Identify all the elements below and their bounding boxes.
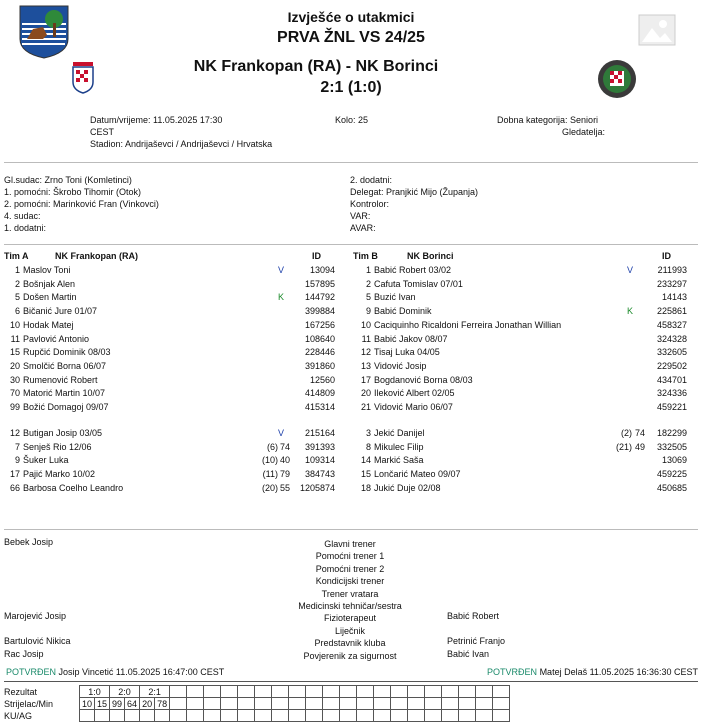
player-number: 1 <box>14 265 20 275</box>
away-staff-name: Babić Robert <box>447 611 500 622</box>
substitute-row <box>4 441 349 454</box>
scorer-cell: 99 <box>110 698 125 710</box>
player-row <box>4 264 349 277</box>
substitute-row <box>353 482 698 495</box>
player-number: 13 <box>360 360 371 371</box>
captain-mark: K <box>278 292 285 303</box>
captain-mark: K <box>627 306 634 317</box>
player-number: 18 <box>360 482 371 493</box>
player-id: 332505 <box>656 441 687 452</box>
player-number: 15 <box>360 469 371 480</box>
player-name: Vidović Josip <box>374 360 427 371</box>
player-id: 399884 <box>304 306 335 317</box>
result-cell: 2:0 <box>110 686 140 698</box>
player-id: 324328 <box>656 333 687 344</box>
player-row <box>4 360 349 373</box>
player-row <box>4 374 349 387</box>
team-b-label: Tim B <box>353 251 378 261</box>
substitution-minute: 79 <box>279 469 290 480</box>
goalkeeper-mark: V <box>278 428 285 438</box>
spectators: Gledatelja: <box>562 127 606 137</box>
scorer-cell: 64 <box>125 698 140 710</box>
staff-role: Fizioterapeut <box>323 613 377 624</box>
player-id: 228446 <box>304 347 335 358</box>
player-row <box>4 333 349 346</box>
player-number: 3 <box>365 428 371 438</box>
staff-role: Trener vratara <box>321 588 379 599</box>
player-name: Šuker Luka <box>23 455 69 466</box>
official-entry: 2. dodatni: <box>350 175 393 185</box>
player-name: Cafuta Tomislav 07/01 <box>374 278 463 289</box>
result-grid <box>79 685 510 722</box>
staff-role: Predstavnik kluba <box>314 638 386 649</box>
team-b-confirmed-by: Matej Delaš 11.05.2025 16:36:30 CEST <box>539 667 698 677</box>
player-number: 5 <box>14 292 20 303</box>
home-staff-name: Bartulović Nikica <box>4 636 71 647</box>
player-id: 157895 <box>304 278 335 289</box>
player-id: 225861 <box>656 306 687 317</box>
home-staff-name: Bebek Josip <box>4 537 54 547</box>
player-id: 332605 <box>656 347 687 358</box>
player-name: Caciquinho Ricaldoni Ferreira Jonathan Willian <box>374 319 562 330</box>
staff-role: Kondicijski trener <box>315 576 385 587</box>
staff-role: Liječnik <box>334 625 365 636</box>
player-id: 458327 <box>656 319 687 330</box>
player-name: Butigan Josip 03/05 <box>23 428 103 438</box>
report-title: Izvješće o utakmici <box>287 9 415 25</box>
team-b-confirmation <box>487 666 698 679</box>
player-name: Ileković Albert 02/05 <box>374 388 455 399</box>
player-id: 108640 <box>304 333 335 344</box>
player-name: Jekić Danijel <box>374 428 425 438</box>
official-entry: AVAR: <box>350 223 376 233</box>
result-cell: 2:1 <box>140 686 170 698</box>
cards-row <box>80 710 510 722</box>
player-name: Bošnjak Alen <box>23 278 76 289</box>
player-row <box>353 360 698 373</box>
player-number: 11 <box>361 333 371 344</box>
player-row <box>353 305 698 318</box>
staff-role: Glavni trener <box>324 539 376 549</box>
match-score: 2:1 (1:0) <box>320 79 382 96</box>
competition-name: PRVA ŽNL VS 24/25 <box>277 29 425 46</box>
player-number: 8 <box>365 441 371 452</box>
player-number: 10 <box>9 319 20 330</box>
substitute-row <box>4 454 349 467</box>
substitute-row <box>353 468 698 481</box>
substitution-minute: 40 <box>279 455 290 466</box>
match-round: Kolo: 25 <box>335 115 369 125</box>
player-number: 30 <box>9 374 20 385</box>
substitution-minute: 49 <box>634 441 645 452</box>
player-number: 9 <box>14 455 20 466</box>
player-id: 391860 <box>304 360 335 371</box>
player-name: Jukić Duje 02/08 <box>374 482 441 493</box>
result-row <box>80 686 510 698</box>
player-name: Matorić Martin 10/07 <box>23 388 106 399</box>
player-name: Babić Jakov 08/07 <box>374 333 448 344</box>
player-row <box>4 278 349 291</box>
player-id: 415314 <box>304 402 335 412</box>
player-name: Maslov Toni <box>23 265 71 275</box>
player-id: 391393 <box>304 441 335 452</box>
match-timezone: CEST <box>90 127 115 137</box>
substituted-for: (20) <box>261 482 278 493</box>
player-row <box>4 346 349 359</box>
substituted-for: (21) <box>615 441 632 452</box>
player-row <box>353 401 698 414</box>
player-row <box>4 291 349 304</box>
staff-role: Medicinski tehničar/sestra <box>298 601 402 611</box>
player-id: 414809 <box>304 388 335 399</box>
substituted-for: (10) <box>261 455 278 466</box>
player-id: 109314 <box>304 455 335 466</box>
player-number: 12 <box>9 428 20 438</box>
official-entry: VAR: <box>350 211 371 221</box>
player-row <box>353 278 698 291</box>
age-category: Dobna kategorija: Seniori <box>497 115 599 125</box>
player-id: 324336 <box>656 388 687 399</box>
player-number: 10 <box>360 319 371 330</box>
player-name: Mikulec Filip <box>374 441 424 452</box>
player-name: Pavlović Antonio <box>23 333 90 344</box>
player-row <box>353 374 698 387</box>
player-number: 21 <box>360 402 371 412</box>
player-number: 14 <box>360 455 371 466</box>
substitute-row <box>353 441 698 454</box>
player-number: 5 <box>365 292 371 303</box>
player-name: Barbosa Coelho Leandro <box>23 482 124 493</box>
team-b-name: NK Borinci <box>407 251 454 261</box>
player-id: 229502 <box>656 360 687 371</box>
player-number: 12 <box>360 347 371 358</box>
match-stadium: Stadion: Andrijaševci / Andrijaševci / Hrvatska <box>90 139 273 149</box>
official-entry: 1. dodatni: <box>4 223 47 233</box>
player-row <box>4 319 349 332</box>
team-a-confirmation <box>6 666 224 679</box>
staff-role: Pomoćni trener 2 <box>315 563 385 574</box>
player-name: Bičanić Jure 01/07 <box>23 306 98 317</box>
player-number: 2 <box>14 278 20 289</box>
team-b-header <box>353 250 698 263</box>
goalkeeper-mark: V <box>278 265 285 275</box>
player-name: Babić Dominik <box>374 306 432 317</box>
player-id: 1205874 <box>299 482 335 493</box>
official-entry: 1. pomoćni: Škrobo Tihomir (Otok) <box>4 187 142 197</box>
substitute-row <box>4 427 349 440</box>
player-id: 450685 <box>656 482 687 493</box>
player-row <box>353 387 698 400</box>
player-number: 17 <box>360 374 371 385</box>
team-a-label: Tim A <box>4 251 29 261</box>
player-id: 13094 <box>309 265 335 275</box>
away-staff-name: Babić Ivan <box>447 648 490 659</box>
match-title: NK Frankopan (RA) - NK Borinci <box>193 58 439 75</box>
player-row <box>353 319 698 332</box>
substitution-minute: 74 <box>279 441 290 452</box>
player-id: 14143 <box>661 292 687 303</box>
player-id: 12560 <box>309 374 335 385</box>
player-id: 434701 <box>656 374 687 385</box>
player-id: 459225 <box>656 469 687 480</box>
player-name: Tisaj Luka 04/05 <box>374 347 440 358</box>
player-id: 167256 <box>304 319 335 330</box>
player-number: 7 <box>14 441 20 452</box>
player-name: Hodak Matej <box>23 319 74 330</box>
scorer-cell: 20 <box>140 698 155 710</box>
player-row <box>4 305 349 318</box>
substitute-row <box>353 427 698 440</box>
player-name: Pajić Marko 10/02 <box>23 469 96 480</box>
away-staff-name: Petrinić Franjo <box>447 636 506 647</box>
player-name: Božić Domagoj 09/07 <box>23 402 109 412</box>
cards-label: KU/AG <box>4 711 33 721</box>
player-number: 2 <box>365 278 371 289</box>
result-cell: 1:0 <box>80 686 110 698</box>
player-id: 13069 <box>661 455 687 466</box>
substituted-for: (11) <box>262 469 278 480</box>
player-id: 144792 <box>304 292 335 303</box>
player-name: Buzić Ivan <box>374 292 416 303</box>
substitute-row <box>4 468 349 481</box>
player-row <box>4 387 349 400</box>
official-entry: 4. sudac: <box>4 211 41 221</box>
player-id: 215164 <box>304 428 335 438</box>
player-name: Vidović Mario 06/07 <box>374 402 453 412</box>
player-row <box>353 291 698 304</box>
player-row <box>353 264 698 277</box>
player-name: Babić Robert 03/02 <box>374 265 452 275</box>
match-datetime: Datum/vrijeme: 11.05.2025 17:30 <box>90 115 223 125</box>
team-a-name: NK Frankopan (RA) <box>55 251 138 261</box>
goalkeeper-mark: V <box>627 265 634 275</box>
player-name: Senješ Rio 12/06 <box>23 441 92 452</box>
player-number: 1 <box>365 265 371 275</box>
player-id: 459221 <box>656 402 687 412</box>
player-name: Došen Martin <box>23 292 77 303</box>
home-staff-name: Marojević Josip <box>4 611 67 622</box>
team-b-id-header: ID <box>662 251 671 261</box>
team-a-header <box>4 250 344 263</box>
player-number: 70 <box>9 388 20 399</box>
player-id: 211993 <box>657 265 687 275</box>
scorer-row <box>80 698 510 710</box>
player-row <box>4 401 349 414</box>
player-id: 384743 <box>304 469 335 480</box>
player-name: Rupčić Dominik 08/03 <box>23 347 111 358</box>
substitution-minute: 55 <box>279 482 290 493</box>
officials-left <box>4 174 159 234</box>
scorer-label: Strijelac/Min <box>4 699 54 709</box>
player-number: 6 <box>14 306 20 317</box>
player-name: Lončarić Mateo 09/07 <box>374 469 461 480</box>
player-row <box>353 333 698 346</box>
player-number: 99 <box>9 402 20 412</box>
player-id: 182299 <box>656 428 687 438</box>
official-entry: 2. pomoćni: Marinković Fran (Vinkovci) <box>4 199 159 209</box>
team-a-confirmed-status: POTVRĐEN <box>6 667 57 677</box>
official-entry: Gl.sudac: Zrno Toni (Komletinci) <box>4 175 132 185</box>
player-number: 17 <box>9 469 20 480</box>
staff-role: Povjerenik za sigurnost <box>303 650 397 661</box>
result-label: Rezultat <box>4 687 38 697</box>
substitution-minute: 74 <box>634 428 645 438</box>
player-number: 20 <box>360 388 371 399</box>
official-entry: Kontrolor: <box>350 199 390 209</box>
player-name: Bogdanović Borna 08/03 <box>374 374 473 385</box>
scorer-cell: 15 <box>95 698 110 710</box>
staff-role: Pomoćni trener 1 <box>315 551 385 562</box>
player-id: 233297 <box>656 278 687 289</box>
player-number: 20 <box>9 360 20 371</box>
player-number: 15 <box>9 347 20 358</box>
team-a-id-header: ID <box>312 251 321 261</box>
player-name: Rumenović Robert <box>23 374 98 385</box>
team-b-confirmed-status: POTVRĐEN <box>487 667 538 677</box>
home-staff-name: Rac Josip <box>4 648 44 659</box>
player-name: Markić Saša <box>374 455 424 466</box>
player-number: 11 <box>10 333 20 344</box>
scorer-cell: 78 <box>155 698 170 710</box>
substituted-for: (2) <box>621 428 632 438</box>
player-number: 66 <box>9 482 20 493</box>
player-number: 9 <box>365 306 371 317</box>
scorer-cell: 10 <box>80 698 95 710</box>
player-name: Smolčić Borna 06/07 <box>23 360 107 371</box>
official-entry: Delegat: Pranjkić Mijo (Županja) <box>350 187 479 197</box>
team-a-confirmed-by: Josip Vincetić 11.05.2025 16:47:00 CEST <box>58 667 225 677</box>
substitute-row <box>4 482 349 495</box>
substitute-row <box>353 454 698 467</box>
substituted-for: (6) <box>267 441 278 452</box>
officials-right <box>350 174 478 234</box>
player-row <box>353 346 698 359</box>
